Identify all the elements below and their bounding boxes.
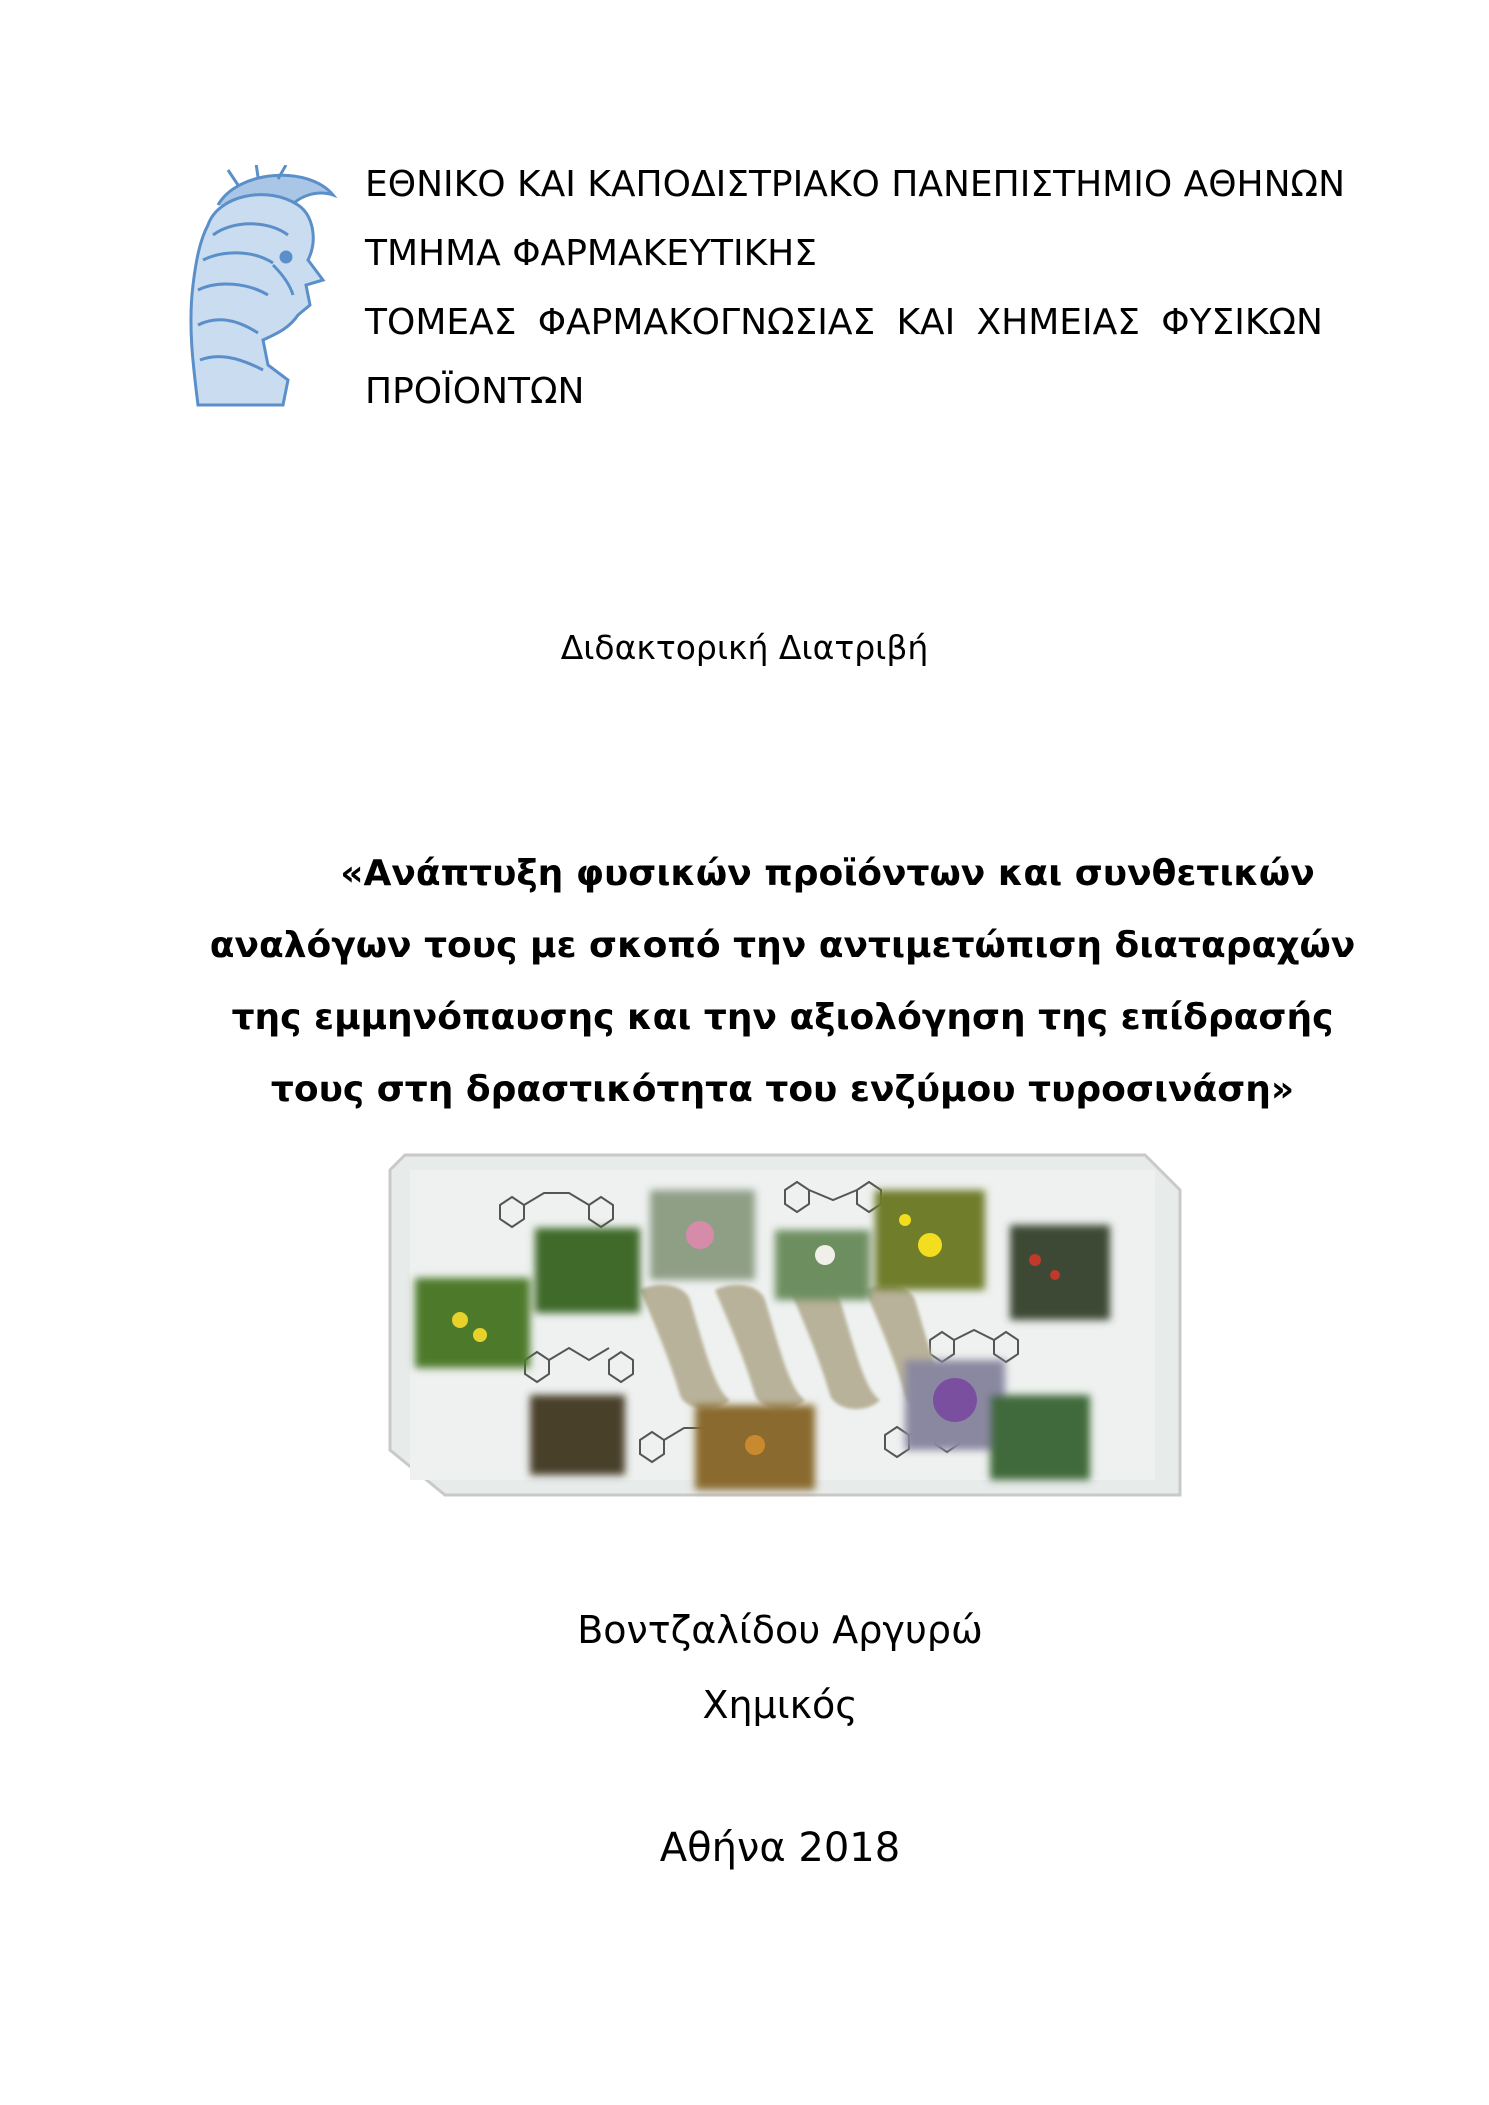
institution-university: ΕΘΝΙΚΟ ΚΑΙ ΚΑΠΟΔΙΣΤΡΙΑΚΟ ΠΑΝΕΠΙΣΤΗΜΙΟ ΑΘΗΝΩΝ [365,164,1345,205]
author-name: Βοντζαλίδου Αργυρώ [577,1608,983,1652]
section-word: ΤΟΜΕΑΣ [365,302,517,343]
institution-department: ΤΜΗΜΑ ΦΑΡΜΑΚΕΥΤΙΚΗΣ [365,233,817,274]
institution-header [365,150,1345,426]
author-role: Χημικός [702,1683,858,1727]
document-type: Διδακτορική Διατριβή [560,628,929,667]
section-word: ΚΑΙ [896,302,956,343]
title-line: αναλόγων τους με σκοπό την αντιμετώπιση διαταραχών [209,925,1356,966]
section-word: ΦΥΣΙΚΩΝ [1161,302,1323,343]
section-word: ΦΑΡΜΑΚΟΓΝΩΣΙΑΣ [537,302,876,343]
title-line: τους στη δραστικότητα του ενζύμου τυροσινάση» [270,1069,1295,1110]
title-line: «Ανάπτυξη φυσικών προϊόντων και συνθετικών [340,853,1315,894]
title-line: της εμμηνόπαυσης και την αξιολόγηση της επίδρασής [231,997,1334,1038]
plants-and-molecules-collage [385,1150,1185,1500]
institution-section [365,288,1323,357]
thesis-title [150,838,1415,1126]
athena-head-logo-icon [178,165,338,410]
place-year: Αθήνα 2018 [659,1825,901,1871]
institution-section-continued: ΠΡΟΪΟΝΤΩΝ [365,371,585,412]
section-word: ΧΗΜΕΙΑΣ [976,302,1141,343]
